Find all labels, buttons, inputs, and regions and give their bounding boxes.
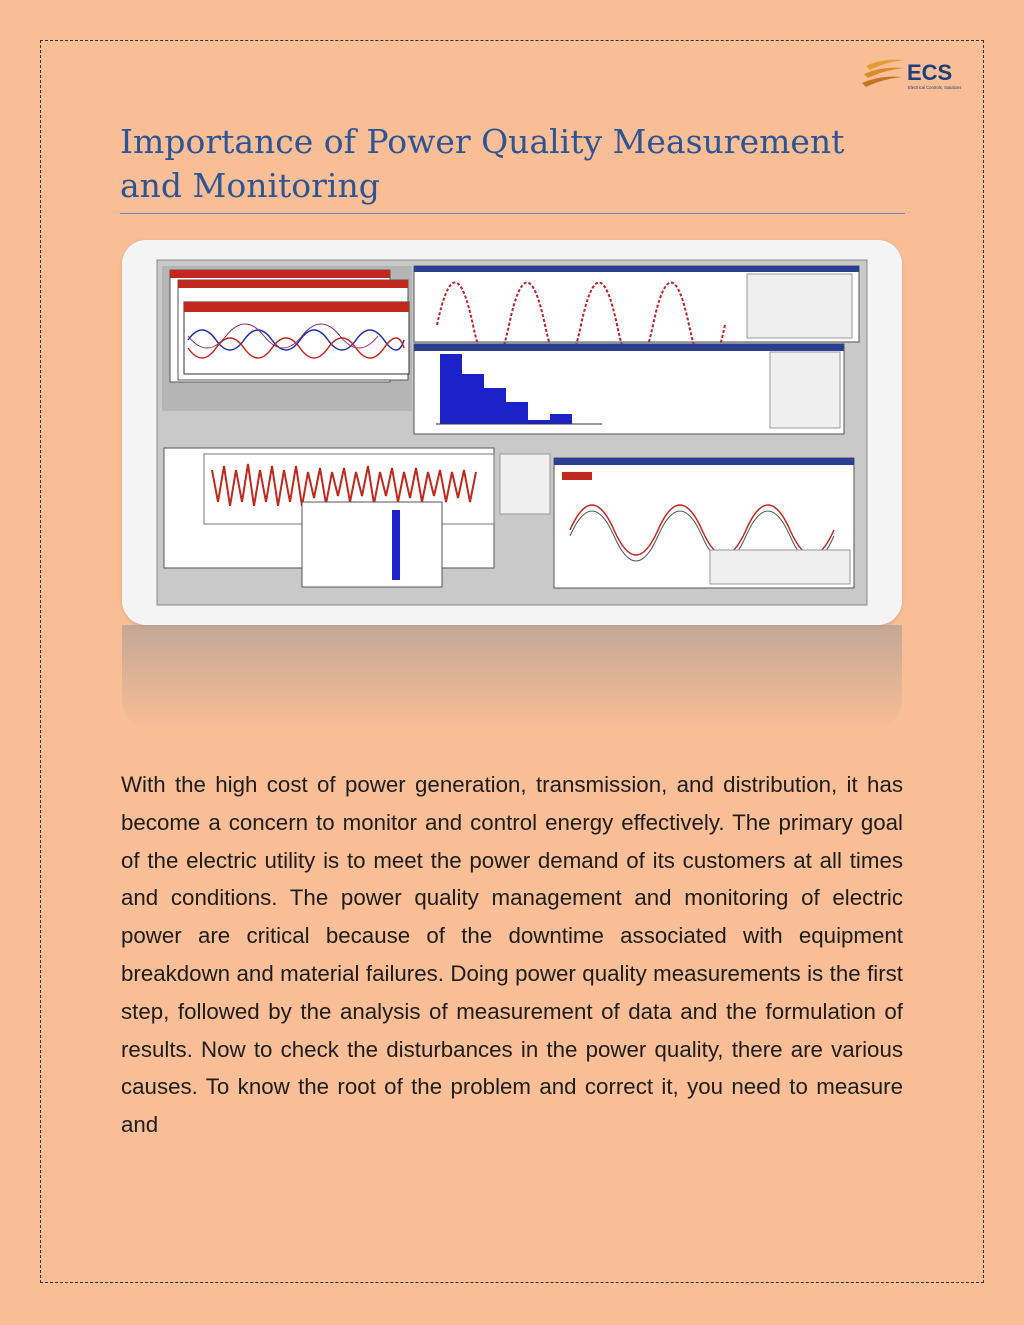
title-underline: [120, 213, 905, 214]
ecs-swoosh-logo-icon: [862, 56, 966, 92]
power-quality-screenshot-image: [122, 240, 902, 625]
power-quality-software-screenshot-collage-icon: [122, 240, 902, 625]
logo-tagline: Electrical Controls, Solutions: [908, 85, 962, 90]
image-reflection: [122, 625, 902, 730]
page-title: Importance of Power Quality Measurement and Monitoring: [120, 122, 845, 205]
logo-text: ECS: [907, 60, 953, 85]
ecs-logo: [862, 56, 966, 92]
body-paragraph: With the high cost of power generation, transmission, and distribution, it has become a concern to monitor and control energy effectively. The primary goal of the electric utility is to meet the power demand of its customers at all times and conditions. The power quality management and monitoring of electric power are critical because of the downtime associated with equipment breakdown and material failures. Doing power quality measurements is the first step, followed by the analysis of measurement of data and the formulation of results. Now to check the disturbances in the power quality, there are various causes. To know the root of the problem and correct it, you need to measure and: [121, 772, 903, 1138]
